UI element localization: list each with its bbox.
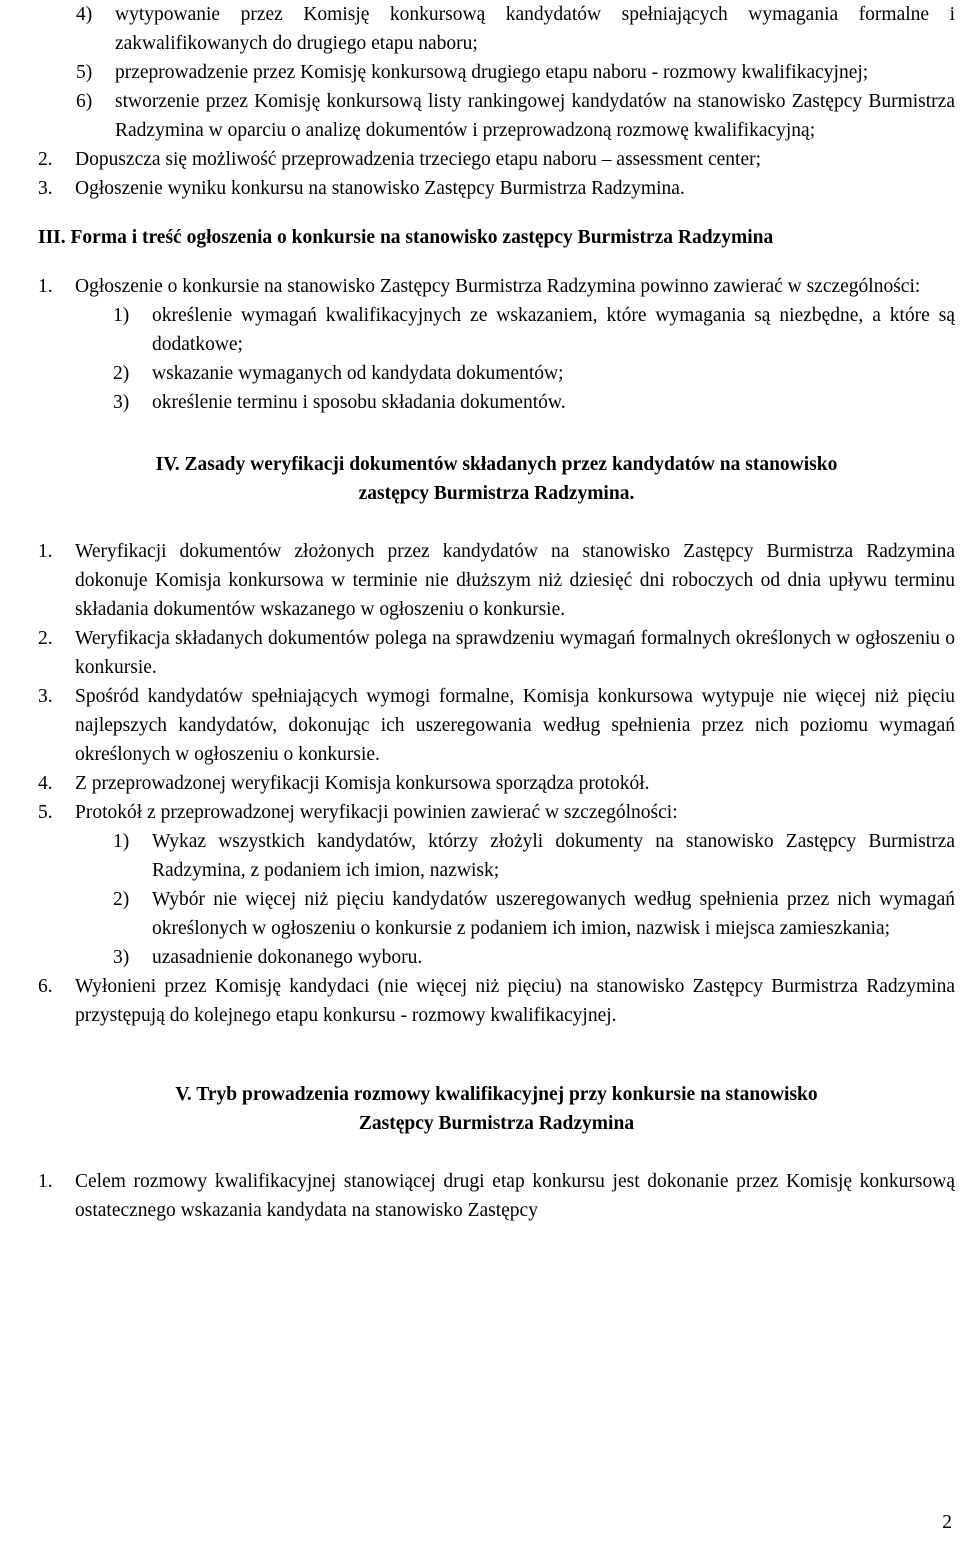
sub-list-item [38,359,955,388]
page-number: 2 [942,1512,952,1533]
list-number: 2. [38,149,53,170]
list-number: 5) [76,62,93,83]
list-text: określenie wymagań kwalifikacyjnych ze wskazaniem, które wymagania są niezbędne, a które są dodatkowe; [152,305,955,355]
list-text: określenie terminu i sposobu składania dokumentów. [152,392,566,413]
list-text: przeprowadzenie przez Komisję konkursową drugiego etapu naboru - rozmowy kwalifikacyjnej; [115,62,869,83]
sub-list-item [38,827,955,885]
list-text: Spośród kandydatów spełniających wymogi formalne, Komisja konkursowa wytypuje nie więcej niż pięciu najlepszych kandydatów, dokonując ich uszeregowania według spełnienia przez nich poziomu wymagań określonych w ogłoszeniu o konkursie. [75,686,955,765]
list-item [38,682,955,769]
list-number: 2) [113,889,130,910]
list-item [38,87,955,145]
list-item [38,769,955,798]
list-number: 3. [38,178,53,199]
list-number: 1. [38,1171,53,1192]
list-number: 3) [113,392,130,413]
section-heading-iv-line1: IV. Zasady weryfikacji dokumentów składanych przez kandydatów na stanowisko [155,454,838,475]
list-text: Z przeprowadzonej weryfikacji Komisja konkursowa sporządza protokół. [75,773,650,794]
list-number: 3. [38,686,53,707]
list-number: 5. [38,802,53,823]
list-text: Weryfikacja składanych dokumentów polega na sprawdzeniu wymagań formalnych określonych w ogłoszeniu o konkursie. [75,628,955,678]
sub-list-item [38,301,955,359]
list-text: Protokół z przeprowadzonej weryfikacji powinien zawierać w szczególności: [75,802,678,823]
list-text: Ogłoszenie wyniku konkursu na stanowisko Zastępcy Burmistrza Radzymina. [75,178,685,199]
list-item [38,1167,955,1225]
list-text: Wybór nie więcej niż pięciu kandydatów uszeregowanych według spełnienia przez nich wymagań określonych w ogłoszeniu o konkursie z podaniem ich imion, nazwisk i miejsca zamieszkania; [152,889,955,939]
list-number: 1. [38,541,53,562]
sub-list-item [38,388,955,417]
list-item [38,145,955,174]
list-number: 2. [38,628,53,649]
list-item [38,58,955,87]
list-number: 1) [113,305,130,326]
section-heading-iii: III. Forma i treść ogłoszenia o konkursie na stanowisko zastępcy Burmistrza Radzymina [38,227,774,248]
list-number: 1) [113,831,130,852]
sub-list-item [38,885,955,943]
document-page [38,0,955,1225]
list-number: 4. [38,773,53,794]
list-text: Wykaz wszystkich kandydatów, którzy złożyli dokumenty na stanowisko Zastępcy Burmistrza Radzymina, z podaniem ich imion, nazwisk; [152,831,955,881]
list-number: 6) [76,91,93,112]
list-text: Wyłonieni przez Komisję kandydaci (nie więcej niż pięciu) na stanowisko Zastępcy Burmistrza Radzymina przystępują do kolejnego etapu konkursu - rozmowy kwalifikacyjnej. [75,976,955,1026]
list-text: Weryfikacji dokumentów złożonych przez kandydatów na stanowisko Zastępcy Burmistrza Radzymina dokonuje Komisja konkursowa w terminie nie dłuższym niż dziesięć dni roboczych od dnia upływu terminu składania dokumentów wskazanego w ogłoszeniu o konkursie. [75,541,955,620]
list-text: wytypowanie przez Komisję konkursową kandydatów spełniających wymagania formalne i zakwalifikowanych do drugiego etapu naboru; [115,4,955,54]
list-number: 3) [113,947,130,968]
list-item [38,972,955,1030]
list-text: Dopuszcza się możliwość przeprowadzenia trzeciego etapu naboru – assessment center; [75,149,762,170]
list-number: 2) [113,363,130,384]
list-number: 6. [38,976,53,997]
list-text: uzasadnienie dokonanego wyboru. [152,947,423,968]
list-item [38,272,955,301]
list-item [38,174,955,203]
list-number: 1. [38,276,53,297]
list-text: wskazanie wymaganych od kandydata dokumentów; [152,363,564,384]
list-text: stworzenie przez Komisję konkursową listy rankingowej kandydatów na stanowisko Zastępcy Burmistrza Radzymina w oparciu o analizę dokumentów i przeprowadzoną rozmowę kwalifikacyjną; [115,91,955,141]
sub-list-item [38,943,955,972]
list-number: 4) [76,4,93,25]
section-heading-v-line1: V. Tryb prowadzenia rozmowy kwalifikacyjnej przy konkursie na stanowisko [175,1084,818,1105]
list-item [38,0,955,58]
section-heading-iv-line2: zastępcy Burmistrza Radzymina. [358,483,635,504]
list-item [38,537,955,624]
list-item [38,798,955,827]
section-heading-v-line2: Zastępcy Burmistrza Radzymina [358,1113,635,1134]
list-item [38,624,955,682]
list-text: Celem rozmowy kwalifikacyjnej stanowiącej drugi etap konkursu jest dokonanie przez Komisję konkursową ostatecznego wskazania kandydata na stanowisko Zastępcy [75,1171,955,1221]
list-text: Ogłoszenie o konkursie na stanowisko Zastępcy Burmistrza Radzymina powinno zawierać w szczególności: [75,276,921,297]
